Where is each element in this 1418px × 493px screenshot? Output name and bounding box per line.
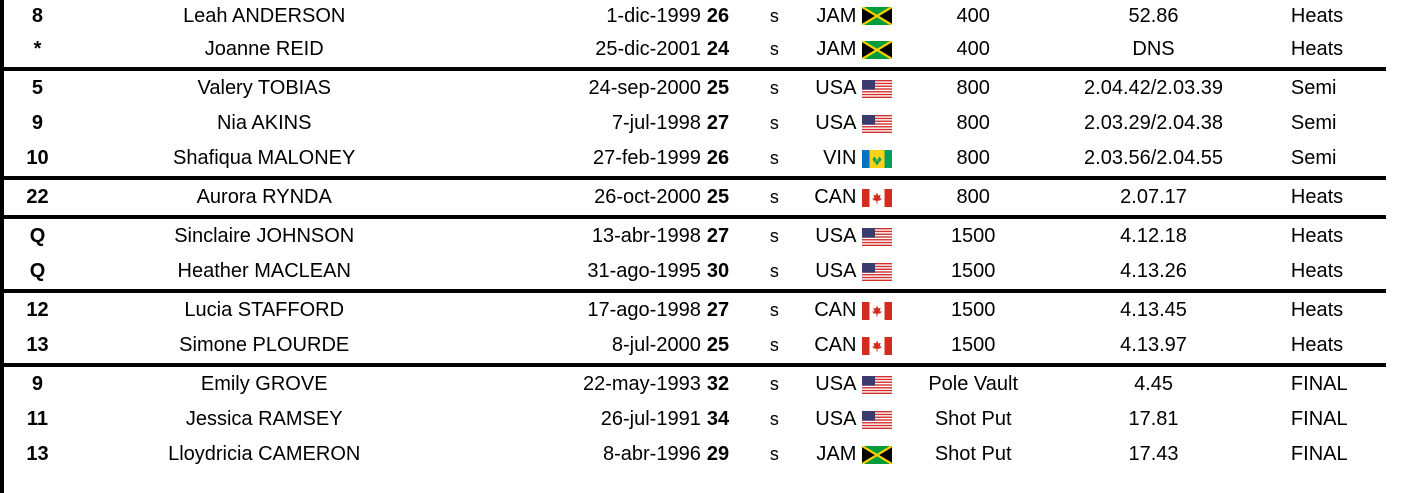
athlete-name: Aurora RYNDA [71,178,457,217]
round-name: Heats [1285,217,1386,254]
table-row [4,254,1386,291]
table-row [4,0,1386,32]
country-code: USA [803,365,863,402]
mark: 4.13.45 [1022,291,1285,328]
jamaica-flag-icon [862,446,892,464]
event-name: Shot Put [934,408,1012,430]
rank-cell: 8 [31,4,44,27]
birth-date: 31-ago-1995 [587,260,701,282]
flag-cell [862,178,924,217]
event-name: 1500 [924,291,1022,328]
age: 27 [707,291,746,328]
birth-date: 27-feb-1999 [592,147,701,169]
round-name: FINAL [1290,408,1348,430]
age: 27 [706,112,730,134]
rank-cell: 13 [26,443,49,465]
flag-cell [862,217,924,254]
age: 32 [707,365,746,402]
birth-date: 26-oct-2000 [457,178,706,217]
country-code: CAN [803,178,863,217]
age: 25 [707,69,746,106]
birth-date: 24-sep-2000 [457,69,706,106]
flag-cell [862,32,924,69]
age: 34 [706,408,730,430]
table-row [4,141,1386,178]
mark: 17.43 [1128,443,1179,465]
age: 30 [706,260,730,282]
country-code: VIN [823,147,857,169]
flag-cell [862,69,924,106]
birth-date: 17-ago-1998 [457,291,706,328]
mark: 17.81 [1128,408,1179,430]
mark: 4.13.97 [1120,334,1187,356]
rank-cell: 9 [31,112,44,134]
round-name: Heats [1290,38,1344,60]
event-name: 1500 [924,217,1022,254]
results-table [4,0,1386,472]
athlete-name: Joanne REID [204,38,324,60]
mark: DNS [1132,38,1175,60]
athlete-name: Shafiqua MALONEY [173,147,356,169]
country-code: JAM [816,38,857,60]
sex-marker: s [769,148,779,168]
jamaica-flag-icon [862,7,892,25]
sex-marker: s [769,5,779,26]
sex-marker: s [746,291,803,328]
flag-cell [862,106,924,141]
vincent-flag-icon [862,150,892,168]
rank-cell: * [33,38,42,60]
athlete-name: Lucia STAFFORD [71,291,457,328]
rank-cell: 11 [26,408,49,430]
canada-flag-icon [862,302,892,320]
event-name: Pole Vault [924,365,1022,402]
rank-cell: 22 [4,178,71,217]
canada-flag-icon [862,189,892,207]
sex-marker: s [746,178,803,217]
sex-marker: s [746,69,803,106]
table-row [4,32,1386,69]
mark: 4.13.26 [1120,260,1187,282]
birth-date: 8-abr-1996 [602,443,701,465]
rank-cell: Q [4,217,71,254]
mark: 2.03.56/2.04.55 [1084,147,1224,169]
flag-cell [862,254,924,291]
jamaica-flag-icon [862,41,892,59]
athlete-name: Emily GROVE [71,365,457,402]
sex-marker: s [769,261,779,281]
age: 26 [706,147,730,169]
event-name: 1500 [950,260,996,282]
age: 26 [706,4,730,27]
country-code: USA [815,260,857,282]
usa-flag-icon [862,228,892,246]
mark: 52.86 [1128,4,1179,27]
round-name: FINAL [1285,365,1386,402]
country-code: USA [815,112,857,134]
sex-marker: s [769,409,779,429]
rank-cell: Q [29,260,46,282]
birth-date: 22-may-1993 [457,365,706,402]
athlete-name: Heather MACLEAN [177,260,351,282]
age: 29 [706,443,730,465]
age: 24 [706,38,730,60]
flag-cell [862,141,924,178]
usa-flag-icon [862,115,892,133]
round-name: Heats [1290,4,1344,27]
usa-flag-icon [862,263,892,281]
mark: 2.07.17 [1022,178,1285,217]
round-name: Heats [1290,260,1344,282]
mark: 2.04.42/2.03.39 [1022,69,1285,106]
rank-cell: 12 [4,291,71,328]
usa-flag-icon [862,411,892,429]
table-row [4,291,1386,328]
event-name: 800 [956,112,990,134]
country-code: USA [803,69,863,106]
event-name: 1500 [950,334,996,356]
sex-marker: s [746,365,803,402]
sex-marker: s [769,113,779,133]
country-code: USA [815,408,857,430]
round-name: Semi [1290,112,1337,134]
event-name: 400 [956,4,990,27]
sex-marker: s [769,444,779,464]
athlete-name: Jessica RAMSEY [185,408,343,430]
table-row [4,365,1386,402]
age: 25 [706,334,730,356]
age: 27 [707,217,746,254]
athlete-name: Lloydricia CAMERON [168,443,361,465]
age: 25 [707,178,746,217]
sex-marker: s [769,335,779,355]
country-code: CAN [803,291,863,328]
athlete-name: Leah ANDERSON [183,4,346,27]
round-name: Semi [1285,69,1386,106]
birth-date: 7-jul-1998 [611,112,701,134]
round-name: Semi [1290,147,1337,169]
birth-date: 26-jul-1991 [600,408,701,430]
table-row [4,437,1386,472]
mark: 4.12.18 [1022,217,1285,254]
rank-cell: 10 [26,147,49,169]
sex-marker: s [769,39,779,59]
country-code: CAN [814,334,857,356]
country-code: USA [803,217,863,254]
table-row [4,69,1386,106]
birth-date: 8-jul-2000 [611,334,701,356]
rank-cell: 13 [26,334,49,356]
results-table-body [4,0,1386,472]
country-code: JAM [816,443,857,465]
event-name: 400 [956,38,990,60]
round-name: Heats [1290,334,1344,356]
round-name: Heats [1285,291,1386,328]
usa-flag-icon [862,376,892,394]
table-row [4,328,1386,365]
athlete-name: Nia AKINS [216,112,312,134]
canada-flag-icon [862,337,892,355]
sex-marker: s [746,217,803,254]
mark: 2.03.29/2.04.38 [1084,112,1224,134]
table-row [4,217,1386,254]
flag-cell [862,328,924,365]
flag-cell [862,365,924,402]
event-name: 800 [924,178,1022,217]
birth-date: 1-dic-1999 [606,4,701,27]
round-name: FINAL [1290,443,1348,465]
athlete-name: Valery TOBIAS [71,69,457,106]
country-code: JAM [816,4,857,27]
athlete-name: Sinclaire JOHNSON [71,217,457,254]
round-name: Heats [1285,178,1386,217]
birth-date: 25-dic-2001 [595,38,701,60]
flag-cell [862,0,924,32]
table-row [4,106,1386,141]
birth-date: 13-abr-1998 [457,217,706,254]
rank-cell: 5 [4,69,71,106]
flag-cell [862,437,924,472]
event-name: 800 [924,69,1022,106]
event-name: 800 [956,147,990,169]
table-row [4,178,1386,217]
rank-cell: 9 [4,365,71,402]
flag-cell [862,402,924,437]
mark: 4.45 [1022,365,1285,402]
usa-flag-icon [862,80,892,98]
flag-cell [862,291,924,328]
athlete-name: Simone PLOURDE [179,334,350,356]
event-name: Shot Put [934,443,1012,465]
table-row [4,402,1386,437]
